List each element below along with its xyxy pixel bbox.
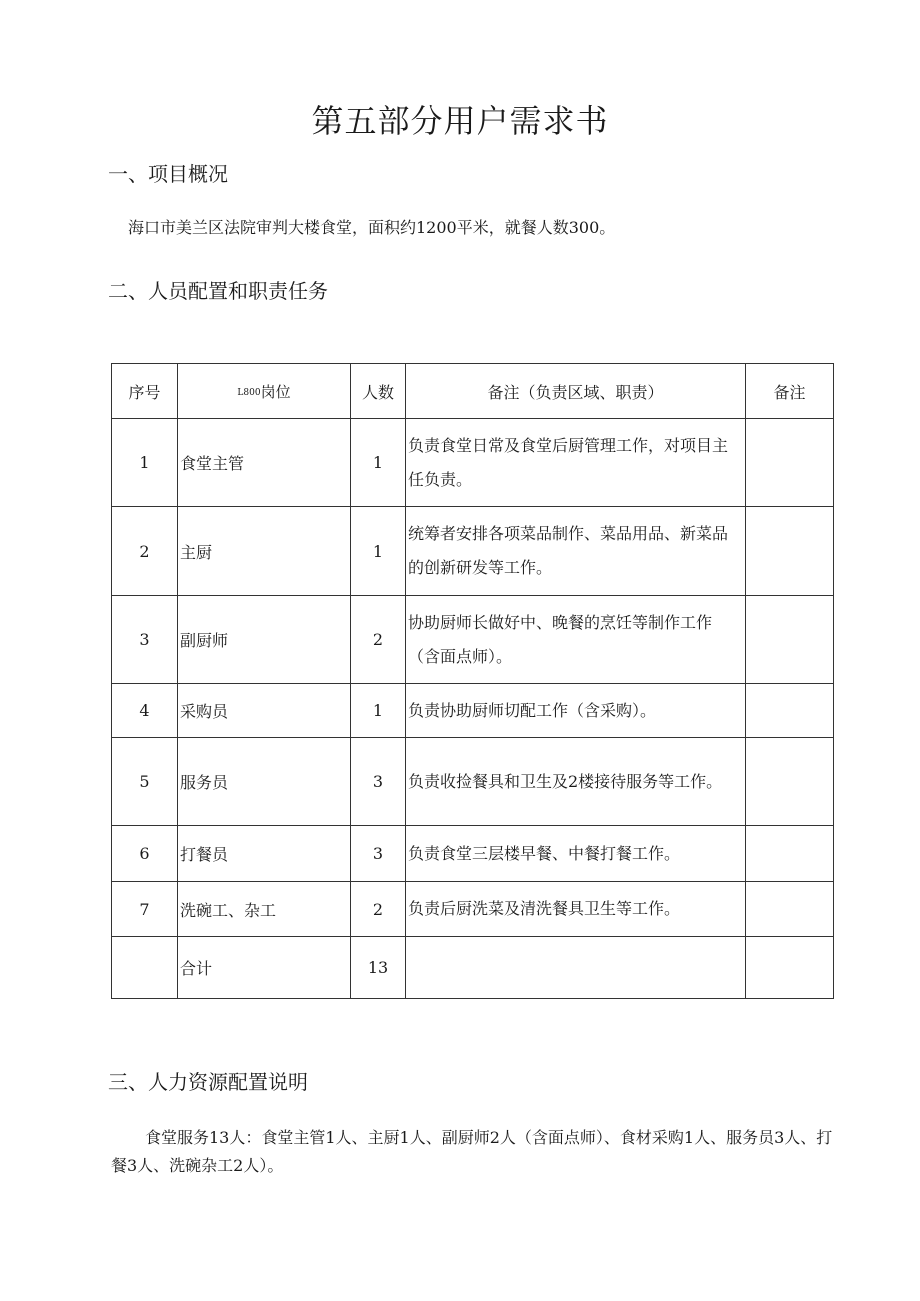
row-count: 1 <box>351 419 406 507</box>
row-note: 负责协助厨师切配工作（含采购）。 <box>406 684 746 738</box>
row-remark <box>746 738 834 826</box>
header-position-prefix: L800 <box>237 387 261 398</box>
row-note: 负责后厨洗菜及清洗餐具卫生等工作。 <box>406 882 746 937</box>
row-remark <box>746 507 834 596</box>
row-position: 采购员 <box>178 684 351 738</box>
table-row <box>112 507 834 596</box>
row-position: 副厨师 <box>178 596 351 684</box>
document-title: 第五部分用户需求书 <box>311 102 609 140</box>
row-note <box>406 937 746 999</box>
table-row <box>112 684 834 738</box>
row-count: 3 <box>351 738 406 826</box>
hr-text: 食堂服务13人：食堂主管1人、主厨1人、副厨师2人（含面点师）、食材采购1人、服务员3人、打餐3人、洗碗杂工2人）。 <box>111 1128 833 1175</box>
row-no: 3 <box>112 596 178 684</box>
row-note: 负责收捡餐具和卫生及2楼接待服务等工作。 <box>406 738 746 826</box>
row-position: 主厨 <box>178 507 351 596</box>
section-heading-hr: 三、人力资源配置说明 <box>108 1070 308 1094</box>
table-row <box>112 419 834 507</box>
row-remark <box>746 826 834 882</box>
table-header-row <box>112 364 834 419</box>
row-count: 13 <box>351 937 406 999</box>
row-no: 5 <box>112 738 178 826</box>
row-remark <box>746 596 834 684</box>
row-position: 服务员 <box>178 738 351 826</box>
header-position <box>178 364 351 419</box>
row-remark <box>746 937 834 999</box>
row-no <box>112 937 178 999</box>
row-note: 负责食堂三层楼早餐、中餐打餐工作。 <box>406 826 746 882</box>
row-count: 3 <box>351 826 406 882</box>
table-row <box>112 826 834 882</box>
header-note: 备注（负责区域、职责） <box>406 364 746 419</box>
row-no: 1 <box>112 419 178 507</box>
overview-text: 海口市美兰区法院审判大楼食堂，面积约1200平米，就餐人数300。 <box>128 218 616 237</box>
row-count: 1 <box>351 684 406 738</box>
table-row <box>112 738 834 826</box>
section-heading-staffing: 二、人员配置和职责任务 <box>108 279 328 303</box>
row-no: 6 <box>112 826 178 882</box>
section-heading-overview: 一、项目概况 <box>108 162 228 186</box>
staffing-table <box>111 363 834 999</box>
header-count: 人数 <box>351 364 406 419</box>
table-row <box>112 882 834 937</box>
row-no: 7 <box>112 882 178 937</box>
row-remark <box>746 684 834 738</box>
row-remark <box>746 419 834 507</box>
table-row <box>112 596 834 684</box>
row-count: 1 <box>351 507 406 596</box>
row-remark <box>746 882 834 937</box>
header-position-label: 岗位 <box>260 382 291 401</box>
table-row-total <box>112 937 834 999</box>
header-no: 序号 <box>112 364 178 419</box>
row-position: 洗碗工、杂工 <box>178 882 351 937</box>
row-count: 2 <box>351 596 406 684</box>
row-no: 2 <box>112 507 178 596</box>
row-position: 合计 <box>178 937 351 999</box>
row-note: 统筹者安排各项菜品制作、菜品用品、新菜品的创新研发等工作。 <box>406 507 746 596</box>
row-note: 协助厨师长做好中、晚餐的烹饪等制作工作（含面点师）。 <box>406 596 746 684</box>
row-note: 负责食堂日常及食堂后厨管理工作，对项目主任负责。 <box>406 419 746 507</box>
row-count: 2 <box>351 882 406 937</box>
row-no: 4 <box>112 684 178 738</box>
row-position: 打餐员 <box>178 826 351 882</box>
header-remark: 备注 <box>746 364 834 419</box>
row-position: 食堂主管 <box>178 419 351 507</box>
